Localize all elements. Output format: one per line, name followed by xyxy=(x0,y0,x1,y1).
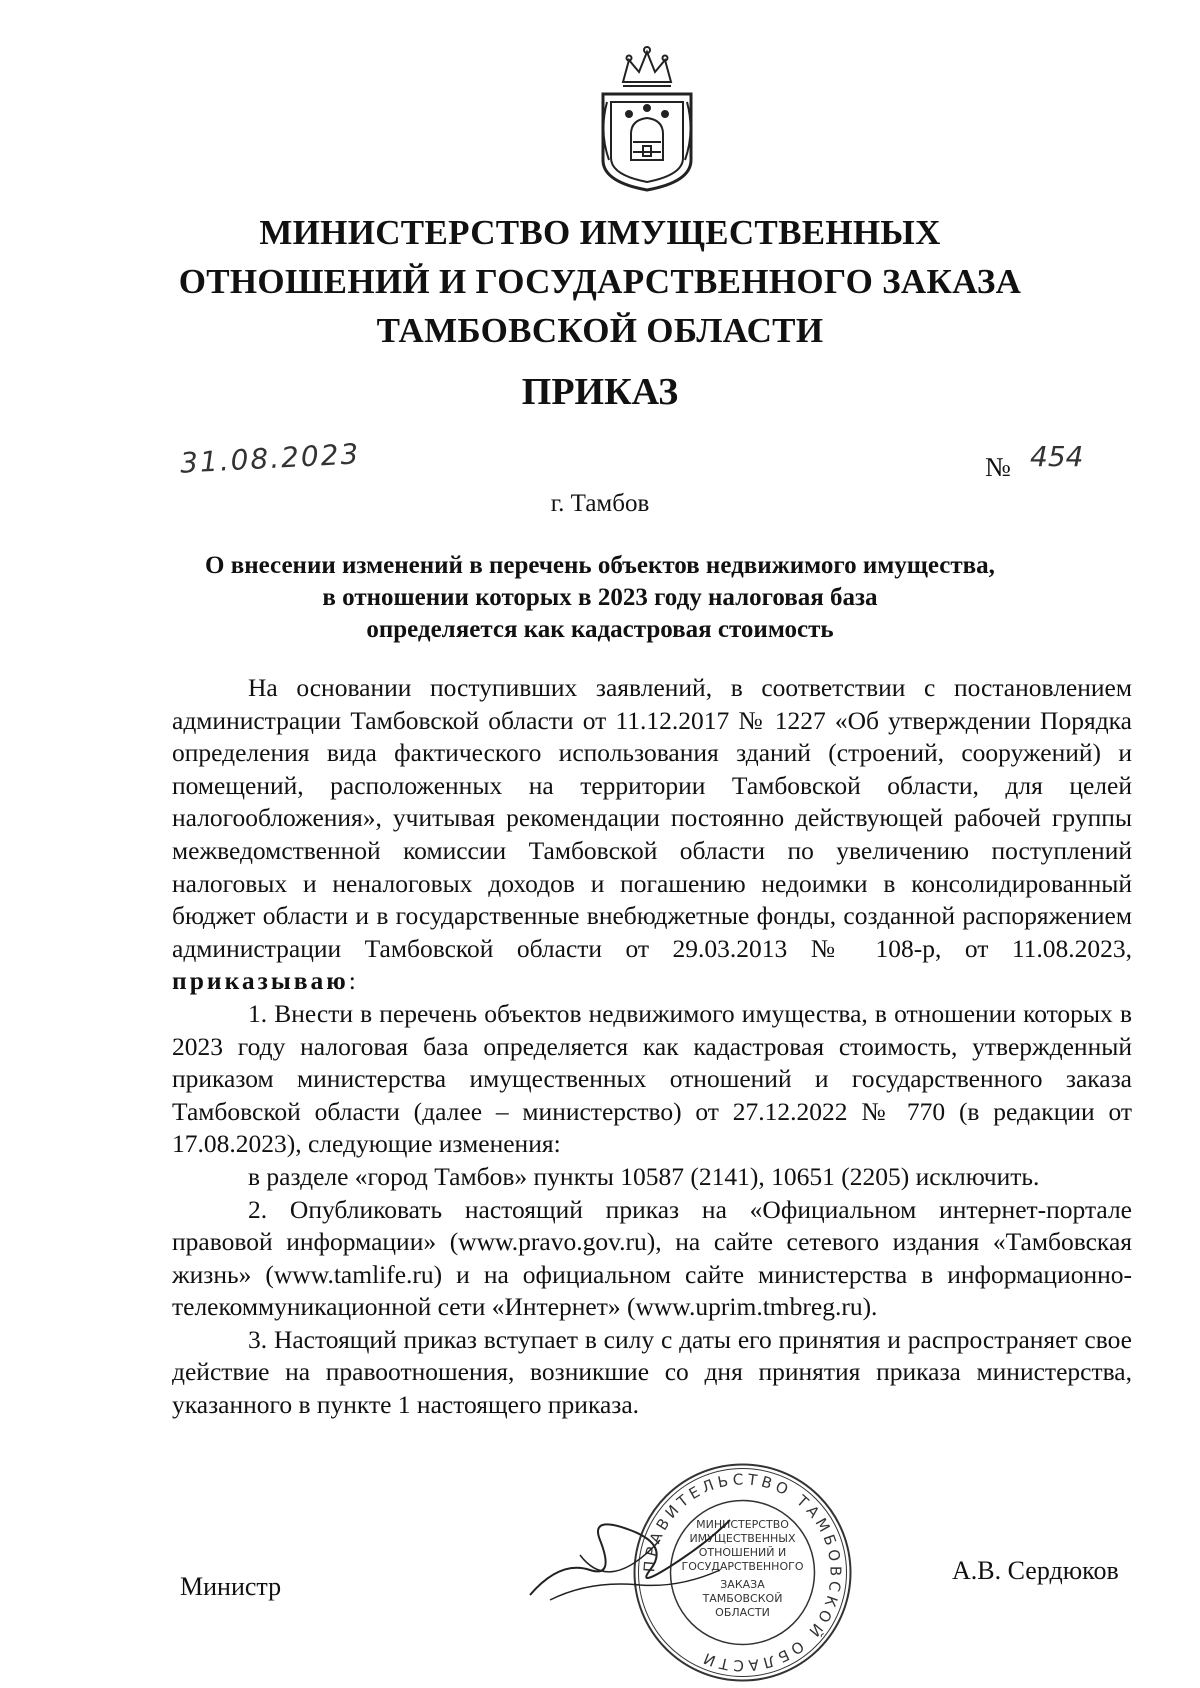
number-sign: № xyxy=(985,452,1011,482)
handwritten-date: 31.08.2023 xyxy=(179,437,362,480)
item-2-paragraph: 2. Опубликовать настоящий приказ на «Официальном интернет-портале правовой информации» (www.pravo.gov.ru), на сайте сетевого издания «Тамбовская жизнь» (www.tamlife.ru) и на официальном сайте министерства в информационно-телекоммуникационной сети «Интернет» (www.uprim.tmbreg.ru). xyxy=(172,1194,1132,1322)
order-body xyxy=(172,672,1132,1422)
svg-text:ГОСУДАРСТВЕННОГО: ГОСУДАРСТВЕННОГО xyxy=(681,1560,804,1573)
ministry-line-1: МИНИСТЕРСТВО ИМУЩЕСТВЕННЫХ xyxy=(259,213,941,252)
city: г. Тамбов xyxy=(550,490,650,517)
svg-text:ПРАВИТЕЛЬСТВО ТАМБОВСКОЙ ОБЛАС: ПРАВИТЕЛЬСТВО ТАМБОВСКОЙ ОБЛАСТИ xyxy=(640,1470,845,1675)
preamble-paragraph xyxy=(172,672,1132,998)
svg-text:ТАМБОВСКОЙ: ТАМБОВСКОЙ xyxy=(702,1592,783,1605)
signatory-name: А.В. Сердюков xyxy=(952,1556,1119,1585)
subject-line-2: в отношении которых в 2023 году налоговая база xyxy=(322,584,878,611)
ministry-name xyxy=(100,208,1100,355)
signatory-title: Министр xyxy=(180,1572,282,1601)
item-3-paragraph: 3. Настоящий приказ вступает в силу с даты его принятия и распространяет свое действие на правоотношения, возникшие со дня принятия приказа министерства, указанного в пункте 1 настоящего приказа. xyxy=(172,1324,1132,1420)
svg-text:МИНИСТЕРСТВО: МИНИСТЕРСТВО xyxy=(696,1518,789,1531)
item-1-sub-paragraph: в разделе «город Тамбов» пункты 10587 (2141), 10651 (2205) исключить. xyxy=(248,1161,1040,1191)
handwritten-number: 454 xyxy=(1030,440,1084,473)
coat-of-arms-icon xyxy=(593,42,701,192)
preamble-text: На основании поступивших заявлений, в соответствии с постановлением администрации Тамбовской области от 11.12.2017 № 1227 «Об утверждении Порядка определения вида фактического использования зданий (строений, сооружений) и помещений, расположенных на территории Тамбовской области, для целей налогообложения», учитывая рекомендации постоянно действующей рабочей группы межведомственной комиссии Тамбовской области по увеличению поступлений налоговых и неналоговых доходов и погашению недоимки в консолидированный бюджет области и в государственные внебюджетные фонды, созданной распоряжением администрации Тамбовской области от 29.03.2013 № 108-р, от 11.08.2023, xyxy=(172,673,1132,963)
order-word: приказываю xyxy=(172,966,349,996)
item-1-paragraph: 1. Внести в перечень объектов недвижимого имущества, в отношении которых в 2023 году налоговая база определяется как кадастровая стоимость, утвержденный приказом министерства имущественных отношений и государственного заказа Тамбовской области (далее – министерство) от 27.12.2022 № 770 (в редакции от 17.08.2023), следующие изменения: xyxy=(172,998,1132,1159)
handwritten-signature-icon xyxy=(520,1500,740,1610)
subject-line-3: определяется как кадастровая стоимость xyxy=(366,616,834,643)
svg-text:ОТНОШЕНИЙ И: ОТНОШЕНИЙ И xyxy=(698,1546,787,1559)
ministry-line-2: ОТНОШЕНИЙ И ГОСУДАРСТВЕННОГО ЗАКАЗА xyxy=(178,262,1022,301)
svg-text:ЗАКАЗА: ЗАКАЗА xyxy=(720,1578,765,1591)
svg-text:ИМУЩЕСТВЕННЫХ: ИМУЩЕСТВЕННЫХ xyxy=(689,1532,796,1545)
order-colon: : xyxy=(348,966,356,996)
signature-block xyxy=(0,1460,1200,1675)
doc-type-title: ПРИКАЗ xyxy=(521,371,679,413)
ministry-line-3: ТАМБОВСКОЙ ОБЛАСТИ xyxy=(376,311,824,350)
svg-text:ОБЛАСТИ: ОБЛАСТИ xyxy=(715,1606,770,1619)
order-subject xyxy=(100,550,1100,646)
subject-line-1: О внесении изменений в перечень объектов недвижимого имущества, xyxy=(205,552,995,579)
